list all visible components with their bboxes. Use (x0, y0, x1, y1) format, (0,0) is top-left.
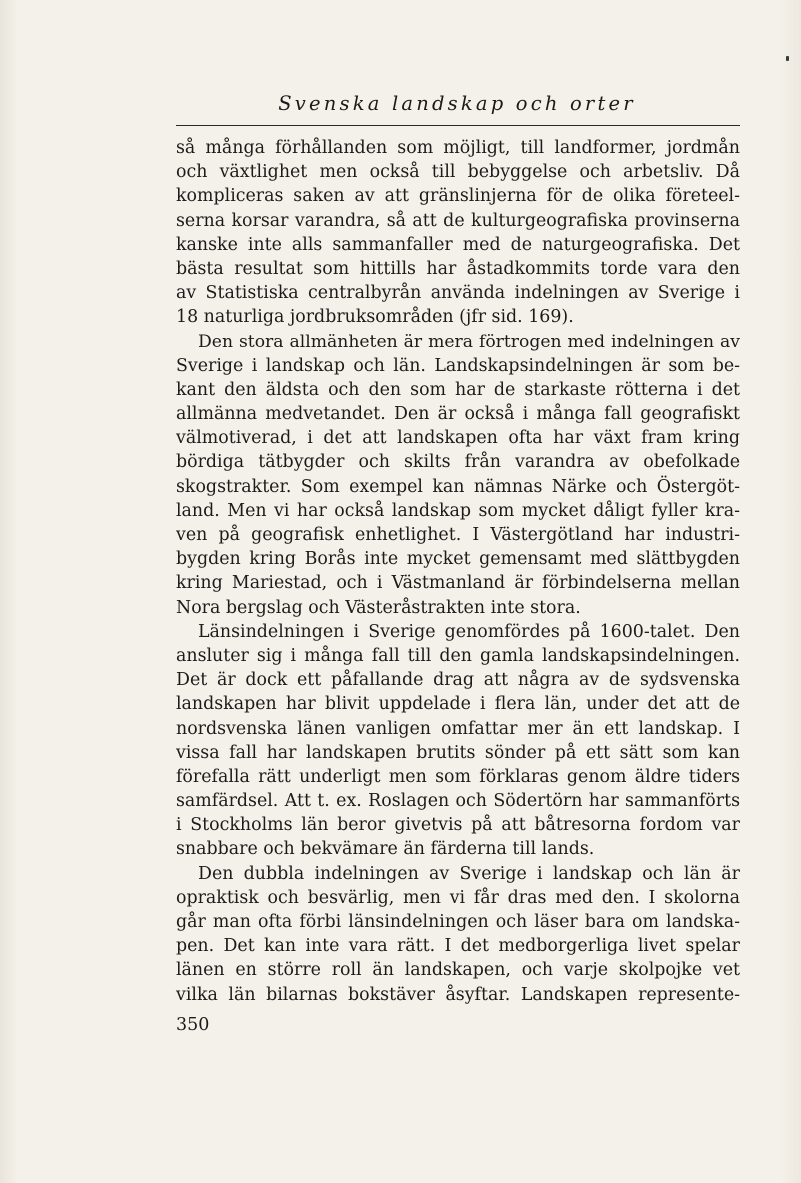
text-line: snabbare och bekvämare än färderna till lands. (176, 839, 595, 860)
text-line: kanske inte alls sammanfaller med de naturgeografiska. Det (176, 234, 740, 255)
text-line: går man ofta förbi länsindelningen och läser bara om landska- (176, 912, 740, 932)
text-line: samfärdsel. Att t. ex. Roslagen och Södertörn har sammanförts (176, 791, 740, 812)
text-line: vissa fall har landskapen brutits sönder på ett sätt som kan (176, 742, 740, 763)
text-line: länen en större roll än landskapen, och varje skolpojke vet (176, 960, 740, 981)
text-line: kompliceras saken av att gränslinjerna för de olika företeel- (176, 186, 740, 207)
text-line: Sverige i landskap och län. Landskapsindelningen är som be- (176, 355, 740, 376)
text-line: pen. Det kan inte vara rätt. I det medborgerliga livet spelar (176, 936, 740, 957)
text-line: och växtlighet men också till bebyggelse och arbetsliv. Då (176, 162, 740, 183)
text-line: landskapen har blivit uppdelade i flera län, under det att de (176, 694, 740, 715)
text-line: vilka län bilarnas bokstäver åsyftar. Landskapen represente- (176, 984, 740, 1005)
header-rule (176, 125, 740, 126)
text-line: land. Men vi har också landskap som mycket dåligt fyller kra- (176, 500, 740, 521)
text-line: skogstrakter. Som exempel kan nämnas Närke och Östergöt- (176, 476, 740, 497)
text-line: av Statistiska centralbyrån använda indelningen av Sverige i (176, 283, 740, 304)
running-head: Svenska landskap och orter (278, 92, 636, 115)
text-line: Nora bergslag och Västeråstrakten inte stora. (176, 597, 581, 618)
text-line: kring Mariestad, och i Västmanland är förbindelserna mellan (176, 573, 740, 594)
text-line: kant den äldsta och den som har de starkaste rötterna i det (176, 379, 740, 400)
text-line: så många förhållanden som möjligt, till landformer, jordmån (176, 138, 740, 158)
text-line: bygden kring Borås inte mycket gemensamt med slättbygden (176, 549, 740, 570)
text-line: 18 naturliga jordbruksområden (jfr sid. 169). (176, 307, 574, 328)
text-line: opraktisk och besvärlig, men vi får dras med den. I skolorna (176, 887, 740, 908)
text-line: Den stora allmänheten är mera förtrogen med indelningen av (198, 331, 740, 352)
text-line: nordsvenska länen vanligen omfattar mer än ett landskap. I (176, 718, 740, 739)
text-line: bördiga tätbygder och skilts från varandra av obefolkade (176, 452, 740, 473)
text-line: bästa resultat som hittills har åstadkommits torde vara den (176, 258, 740, 279)
text-line: i Stockholms län beror givetvis på att båtresorna fordom var (176, 815, 740, 836)
text-line: förefalla rätt underligt men som förklaras genom äldre tiders (176, 766, 740, 787)
page-number: 350 (176, 1015, 210, 1035)
text-line: ansluter sig i många fall till den gamla landskapsindelningen. (176, 645, 740, 666)
text-line: serna korsar varandra, så att de kulturgeografiska provinserna (176, 210, 740, 231)
text-line: Det är dock ett påfallande drag att några av de sydsvenska (176, 670, 740, 691)
margin-speck (786, 56, 789, 61)
text-line: Länsindelningen i Sverige genomfördes på 1600-talet. Den (198, 621, 740, 642)
text-line: Den dubbla indelningen av Sverige i landskap och län är (198, 863, 740, 884)
body-text (176, 136, 740, 1007)
text-line: ven på geografisk enhetlighet. I Västergötland har industri- (176, 525, 740, 545)
text-line: allmänna medvetandet. Den är också i många fall geografiskt (176, 404, 740, 425)
text-line: välmotiverad, i det att landskapen ofta har växt fram kring (176, 428, 740, 449)
